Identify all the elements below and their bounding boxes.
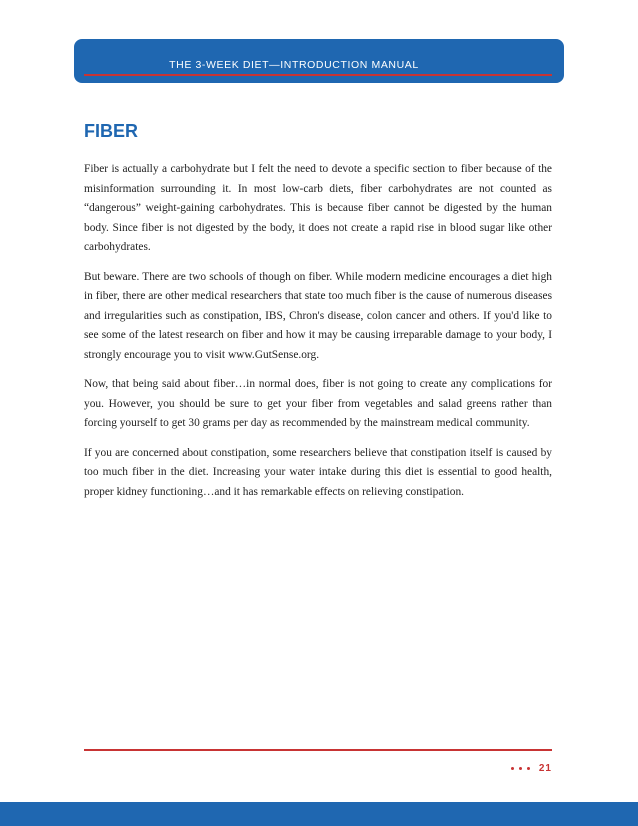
header-divider [84,74,552,76]
body-text [84,160,552,512]
dot-icon [519,767,522,770]
paragraph: If you are concerned about constipation, some researchers believe that constipation itself is caused by too much fiber in the diet. Increasing your water intake during this diet is essential to good health, proper kidney functioning…and it has remarkable effects on relieving constipation. [84,446,552,498]
header-band [74,39,564,83]
section-heading: FIBER [84,121,138,141]
page-number-area [511,763,552,774]
dot-icon [527,767,530,770]
footer-band [0,802,638,826]
footer-divider [84,749,552,751]
page-number: 21 [538,763,552,774]
dot-icon [511,767,514,770]
paragraph: But beware. There are two schools of though on fiber. While modern medicine encourages a diet high in fiber, there are other medical researchers that state too much fiber is the cause of numerous diseases and irregularities such as constipation, IBS, Chron's disease, colon cancer and others. If you'd like to see some of the latest research on fiber and how it may be causing irreparable damage to your body, I strongly encourage you to visit www.GutSense.org. [84,270,552,361]
paragraph: Fiber is actually a carbohydrate but I felt the need to devote a specific section to fiber because of the misinformation surrounding it. In most low-carb diets, fiber carbohydrates are not counted as “dangerous” weight-gaining carbohydrates. This is because fiber cannot be digested by the human body. Since fiber is not digested by the body, it does not create a rapid rise in blood sugar like other carbohydrates. [84,163,552,253]
header-title: THE 3-WEEK DIET—INTRODUCTION MANUAL [169,59,419,71]
paragraph: Now, that being said about fiber…in normal does, fiber is not going to create any complications for you. However, you should be sure to get your fiber from vegetables and salad greens rather than forcing yourself to get 30 grams per day as recommended by the mainstream medical community. [84,378,552,429]
